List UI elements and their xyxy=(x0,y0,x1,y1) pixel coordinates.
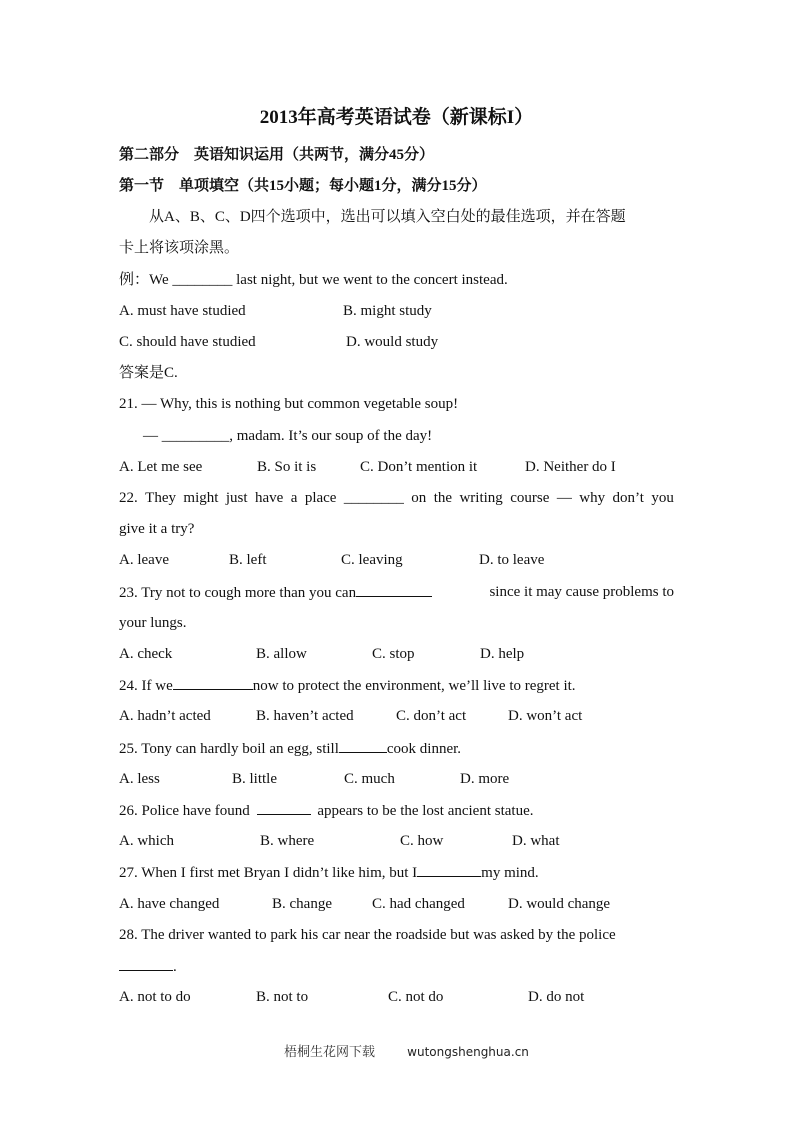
question-28-option-d: D. do not xyxy=(528,989,585,1005)
example-prefix: 例：We xyxy=(119,272,169,288)
section-heading: 第一节 单项填空（共15小题；每小题1分，满分15分） xyxy=(119,178,487,194)
question-24-option-a: A. hadn’t acted xyxy=(119,708,211,724)
question-22-line-1: 22. They might just have a place ________ on the writing course — why don’t you xyxy=(119,490,674,506)
answer-blank xyxy=(356,583,432,597)
question-28-option-a: A. not to do xyxy=(119,989,191,1005)
question-25-option-d: D. more xyxy=(460,771,510,787)
example-option-a: A. must have studied xyxy=(119,303,246,319)
example-answer: 答案是C. xyxy=(119,365,178,381)
instructions-line-1: 从A、B、C、D四个选项中，选出可以填入空白处的最佳选项，并在答题 xyxy=(149,209,626,225)
question-25-option-a: A. less xyxy=(119,771,160,787)
question-22-option-a: A. leave xyxy=(119,552,169,568)
example-question xyxy=(119,271,508,289)
example-suffix: last night, but we went to the concert instead. xyxy=(236,272,508,288)
question-21-option-d: D. Neither do I xyxy=(525,459,616,475)
question-26-option-a: A. which xyxy=(119,833,174,849)
question-28-option-c: C. not do xyxy=(388,989,444,1005)
question-24-option-b: B. haven’t acted xyxy=(256,708,354,724)
question-21-option-c: C. Don’t mention it xyxy=(360,459,478,475)
question-21-option-b: B. So it is xyxy=(257,459,317,475)
instructions-line-2: 卡上将该项涂黑。 xyxy=(119,240,240,256)
part-heading: 第二部分 英语知识运用（共两节，满分45分） xyxy=(119,147,435,163)
example-option-d: D. would study xyxy=(346,334,439,350)
page-title: 2013年高考英语试卷（新课标I） xyxy=(259,107,534,128)
question-28-line-1: 28. The driver wanted to park his car near the roadside but was asked by the police xyxy=(119,927,616,943)
example-option-b: B. might study xyxy=(343,303,432,319)
question-23-option-c: C. stop xyxy=(372,646,415,662)
question-22-option-b: B. left xyxy=(229,552,267,568)
question-21-option-a: A. Let me see xyxy=(119,459,203,475)
question-22-line-2: give it a try? xyxy=(119,521,195,537)
question-24-line-1: 24. If we now to protect the environment, we’ll live to regret it. xyxy=(119,678,576,694)
answer-blank: _________ xyxy=(161,428,230,444)
page-footer xyxy=(284,1041,529,1060)
question-25-option-c: C. much xyxy=(344,771,395,787)
question-28-option-b: B. not to xyxy=(256,989,309,1005)
footer-site-name: 梧桐生花网下载 xyxy=(284,1045,376,1060)
question-22-option-c: C. leaving xyxy=(341,552,403,568)
question-24-option-c: C. don’t act xyxy=(396,708,467,724)
question-25-line-1: 25. Tony can hardly boil an egg, still cook dinner. xyxy=(119,741,462,757)
question-26-option-c: C. how xyxy=(400,833,444,849)
question-26-option-b: B. where xyxy=(260,833,315,849)
footer-url[interactable]: wutongshenghua.cn xyxy=(407,1045,529,1059)
answer-blank xyxy=(417,863,481,877)
answer-blank xyxy=(257,801,311,815)
question-23-line-1: 23. Try not to cough more than you can since it may cause problems to xyxy=(119,584,674,601)
question-26-line-1: 26. Police have found appears to be the lost ancient statue. xyxy=(119,803,534,819)
question-27-option-c: C. had changed xyxy=(372,896,465,912)
question-28-line-2: . xyxy=(119,957,177,976)
question-27-option-b: B. change xyxy=(272,896,332,912)
question-23-line-2: your lungs. xyxy=(119,615,187,631)
question-24-option-d: D. won’t act xyxy=(508,708,583,724)
answer-blank xyxy=(119,957,173,971)
answer-blank xyxy=(339,739,387,753)
example-blank: ________ xyxy=(172,272,233,288)
question-23-option-a: A. check xyxy=(119,646,173,662)
question-23-option-d: D. help xyxy=(480,646,525,662)
question-27-option-a: A. have changed xyxy=(119,896,220,912)
question-23-option-b: B. allow xyxy=(256,646,307,662)
answer-blank xyxy=(173,676,253,690)
question-27-option-d: D. would change xyxy=(508,896,611,912)
question-27-line-1: 27. When I first met Bryan I didn’t like him, but I my mind. xyxy=(119,865,539,881)
question-25-option-b: B. little xyxy=(232,771,277,787)
answer-blank: ________ xyxy=(343,490,404,506)
question-26-option-d: D. what xyxy=(512,833,560,849)
question-21-line-1: 21. — Why, this is nothing but common vegetable soup! xyxy=(119,396,459,412)
example-option-c: C. should have studied xyxy=(119,334,256,350)
question-21-line-2: — _________, madam. It’s our soup of the day! xyxy=(143,428,433,444)
question-22-option-d: D. to leave xyxy=(479,552,545,568)
